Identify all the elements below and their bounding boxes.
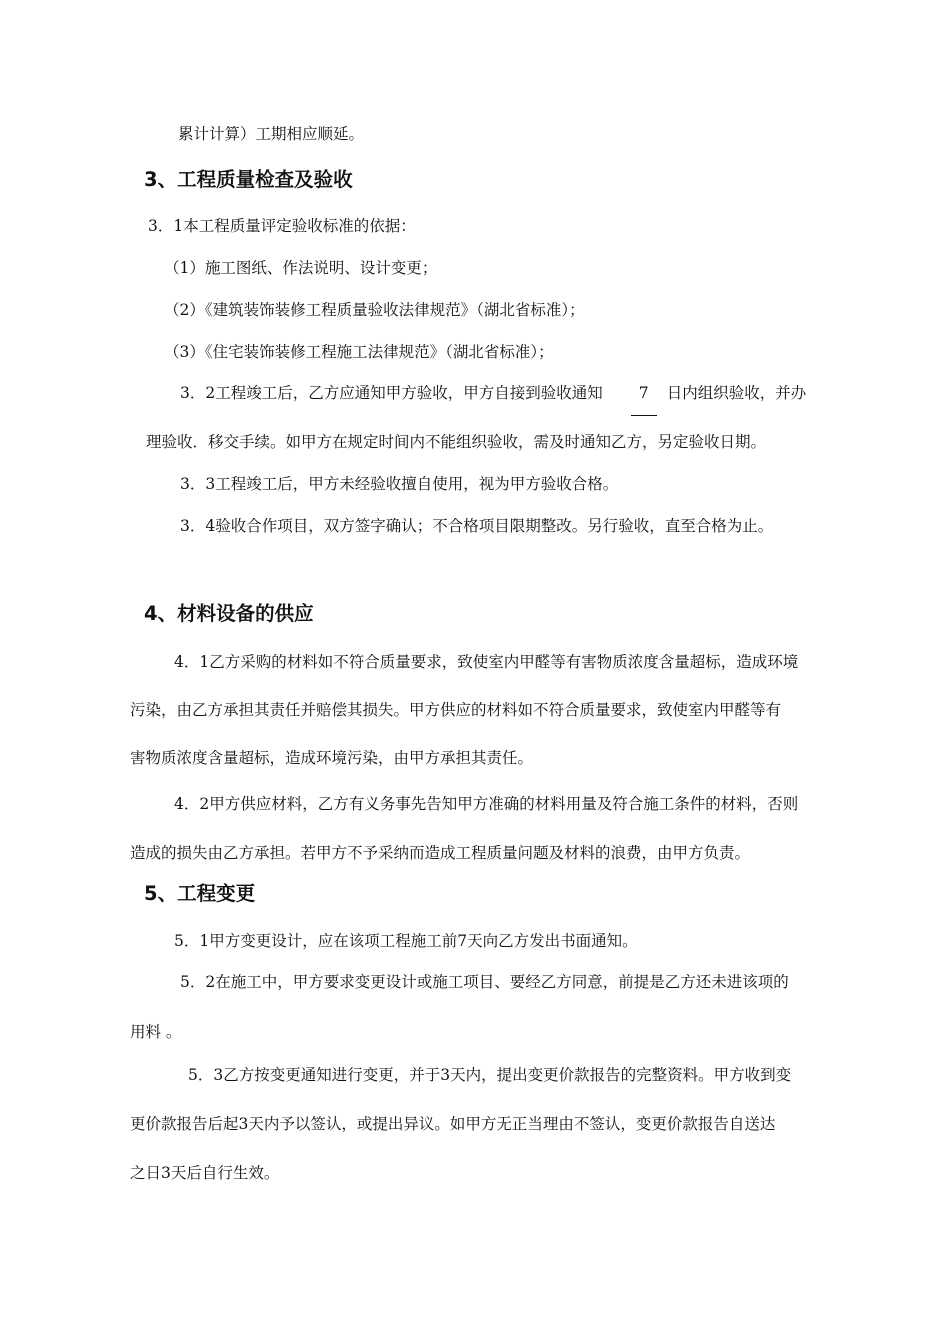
clause-4-1-line2: 污染，由乙方承担其责任并赔偿其损失。甲方供应的材料如不符合质量要求，致使室内甲醛等有 [130, 701, 782, 719]
clause-5-2-line2: 用料 。 [130, 1023, 182, 1041]
clause-4-1-line3: 害物质浓度含量超标，造成环境污染，由甲方承担其责任。 [130, 749, 534, 767]
clause-5-2-line1: 5．2在施工中，甲方要求变更设计或施工项目、要经乙方同意，前提是乙方还未进该项的 [180, 973, 789, 991]
clause-4-1-line1: 4．1乙方采购的材料如不符合质量要求，致使室内甲醛等有害物质浓度含量超标，造成环境 [174, 653, 799, 671]
clause-3-4: 3．4验收合作项目，双方签字确认；不合格项目限期整改。另行验收，直至合格为止。 [180, 517, 774, 535]
section3-heading: 3、工程质量检查及验收 [144, 168, 353, 191]
acceptance-days-value: 7 [631, 383, 657, 416]
clause-4-2-line2: 造成的损失由乙方承担。若甲方不予采纳而造成工程质量问题及材料的浪费，由甲方负责。 [130, 844, 751, 862]
section4-heading: 4、材料设备的供应 [144, 602, 314, 625]
clause-5-3-line3: 之日3天后自行生效。 [130, 1164, 280, 1182]
standard-item-3: （3）《住宅装饰装修工程施工法律规范》（湖北省标准）； [164, 343, 554, 361]
section2-tail-line: 累计计算）工期相应顺延。 [178, 125, 365, 143]
section5-heading: 5、工程变更 [144, 882, 256, 905]
clause-3-2-text-b: 日内组织验收，并办 [666, 384, 807, 402]
standard-item-2: （2）《建筑装饰装修工程质量验收法律规范》（湖北省标准）； [164, 301, 585, 319]
clause-3-2-text-a: 3．2工程竣工后，乙方应通知甲方验收，甲方自接到验收通知 [180, 384, 603, 402]
clause-5-3-line2: 更价款报告后起3天内予以签认，或提出异议。如甲方无正当理由不签认，变更价款报告自送达 [130, 1115, 776, 1133]
clause-3-2-line1 [180, 383, 806, 416]
clause-3-3: 3．3工程竣工后，甲方未经验收擅自使用，视为甲方验收合格。 [180, 475, 619, 493]
clause-4-2-line1: 4．2甲方供应材料，乙方有义务事先告知甲方准确的材料用量及符合施工条件的材料，否则 [174, 795, 799, 813]
clause-5-1: 5．1甲方变更设计，应在该项工程施工前7天向乙方发出书面通知。 [174, 932, 638, 950]
clause-3-1: 3．1本工程质量评定验收标准的依据： [148, 217, 416, 235]
clause-3-2-line2: 理验收．移交手续。如甲方在规定时间内不能组织验收，需及时通知乙方，另定验收日期。 [146, 433, 767, 451]
standard-item-1: （1）施工图纸、作法说明、设计变更； [164, 259, 438, 277]
clause-5-3-line1: 5．3乙方按变更通知进行变更，并于3天内，提出变更价款报告的完整资料。甲方收到变 [188, 1066, 792, 1084]
